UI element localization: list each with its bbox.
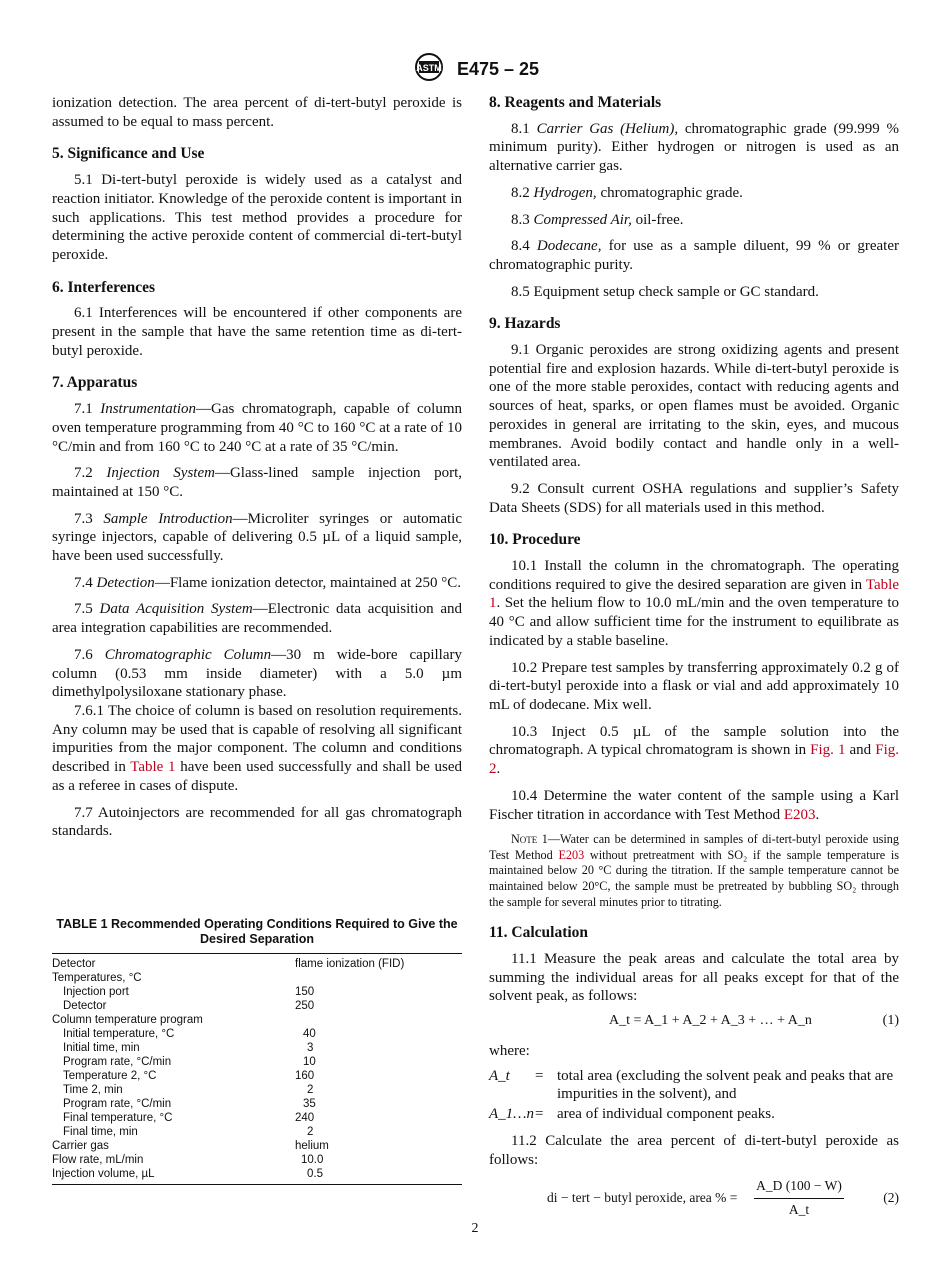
paragraph-10-3: 10.3 Inject 0.5 µL of the sample solution into the chromatograph. A typical chromatogram is shown in Fig. 1 and Fig. 2. [489, 723, 899, 778]
paragraph-10-1: 10.1 Install the column in the chromatograph. The operating conditions required to give the desired separation are given in Table 1. Set the helium flow to 10.0 mL/min and the oven temperature to 40 °C and allow sufficient time for the instrument to equilibrate as indicated by a stable baseline. [489, 558, 899, 649]
e203-note-link[interactable]: E203 [558, 847, 585, 862]
fig-2-link[interactable]: Fig. 2 [489, 742, 899, 778]
left-column [52, 94, 462, 849]
definition-item: A_1…n = area of individual component peaks. [489, 1106, 775, 1123]
page-header [0, 52, 950, 87]
definition-item: A_t = total area (excluding the solvent peak and peaks that are impurities in the solvent), and [489, 1067, 894, 1103]
right-column [489, 94, 899, 1217]
paragraph-8-5: 8.5 Equipment setup check sample or GC standard. [511, 283, 819, 300]
table-1-link[interactable]: Table 1 [130, 759, 176, 776]
equation-2 [489, 1177, 899, 1217]
paragraph-9-1: 9.1 Organic peroxides are strong oxidizing agents and present potential fire and explosion hazards. While di-tert-butyl peroxide is one of the more stable peroxides, contact with reducing agents and sources of heat, sparks, or open flames must be avoided. Organic peroxides in general are irritating to the skin, eyes, and mucous membranes. Avoid bodily contact and handle only in a well-ventilated area. [489, 342, 899, 471]
table-row: Injection port 150 [63, 986, 315, 998]
equation-2-fraction: A_D (100 − W) A_t [754, 1177, 844, 1219]
table-row: Program rate, °C/min 10 [63, 1056, 316, 1068]
table-row: Detector 250 [63, 1000, 315, 1012]
equation-2-lhs: di − tert − butyl peroxide, area % = [547, 1190, 738, 1206]
intro-paragraph: ionization detection. The area percent of di-tert-butyl peroxide is assumed to be equal to mass percent. [52, 95, 462, 130]
table-row: Temperatures, °C [52, 972, 142, 984]
table-row: Initial temperature, °C 40 [63, 1028, 316, 1040]
paragraph-8-3: 8.3 Compressed Air, oil-free. [511, 211, 684, 228]
page-number: 2 [471, 1221, 479, 1236]
section-5-heading: 5. Significance and Use [52, 145, 205, 163]
table-row: Initial time, min 3 [63, 1042, 314, 1054]
table-row: Program rate, °C/min 35 [63, 1098, 316, 1110]
paragraph-8-1: 8.1 Carrier Gas (Helium), chromatographic grade (99.999 % minimum purity). Either hydrogen or nitrogen is used as an alternative carrier gas. [489, 120, 899, 175]
section-11-heading: 11. Calculation [489, 924, 589, 942]
table-row: Detector flame ionization (FID) [52, 954, 462, 972]
table-1-title: TABLE 1 Recommended Operating Conditions Required to Give the Desired Separation [56, 917, 458, 946]
table-row: Carrier gas helium [52, 1140, 329, 1152]
table-row: Column temperature program [52, 1014, 203, 1026]
equation-1-number: (1) [882, 1012, 899, 1028]
table-1 [52, 917, 462, 1185]
fig-1-link[interactable]: Fig. 1 [810, 742, 846, 759]
paragraph-6-1: 6.1 Interferences will be encountered if other components are present in the sample that have the same retention time as di-tert-butyl peroxide. [52, 305, 462, 359]
paragraph-7-6: 7.6 Chromatographic Column—30 m wide-bore capillary column (0.53 mm inside diameter) with a 5.0 µm dimethylpolysiloxane stationary phase. [52, 646, 462, 701]
equation-2-number: (2) [883, 1190, 899, 1206]
section-10-heading: 10. Procedure [489, 531, 581, 549]
section-6-heading: 6. Interferences [52, 278, 156, 296]
table-row: Time 2, min 2 [63, 1084, 314, 1096]
table-row: Temperature 2, °C 160 [63, 1070, 315, 1082]
definitions [489, 1067, 899, 1124]
standard-designation: E475 – 25 [456, 59, 540, 79]
table-row: Injection volume, µL 0.5 [52, 1167, 462, 1185]
paragraph-8-4: 8.4 Dodecane, for use as a sample diluent, 99 % or greater chromatographic purity. [489, 238, 899, 273]
section-9-heading: 9. Hazards [489, 315, 561, 333]
equation-1 [489, 1010, 899, 1034]
paragraph-5-1: 5.1 Di-tert-butyl peroxide is widely used as a catalyst and reaction initiator. Knowledge of the peroxide content is important in such applications. This test method provides a procedure for determining the active peroxide content of commercial di-tert-butyl peroxide. [52, 172, 462, 263]
paragraph-7-1: 7.1 Instrumentation—Gas chromatograph, capable of column oven temperature programming from 40 °C to 160 °C at a rate of 10 °C/min and from 160 °C to 240 °C at a rate of 35 °C/min. [52, 401, 462, 455]
paragraph-7-2: 7.2 Injection System—Glass-lined sample injection port, maintained at 150 °C. [52, 465, 463, 500]
e203-link[interactable]: E203 [783, 806, 816, 823]
paragraph-10-2: 10.2 Prepare test samples by transferring approximately 0.2 g of di-tert-butyl peroxide into a flask or vial and add approximately 10 mL of dodecane. Mix well. [489, 659, 899, 713]
paragraph-7-4: 7.4 Detection—Flame ionization detector, maintained at 250 °C. [74, 574, 461, 591]
equation-1-body: A_t = A_1 + A_2 + A_3 + … + A_n [609, 1012, 812, 1028]
section-8-heading: 8. Reagents and Materials [489, 94, 662, 111]
paragraph-7-6-1: 7.6.1 The choice of column is based on resolution requirements. Any column may be used that is capable of resolving all significant impurities from the major component. The column and conditions described in Table 1 have been used successfully and shall be used as a referee in cases of dispute. [52, 702, 462, 794]
table-1-link[interactable]: Table 1 [489, 576, 899, 612]
paragraph-11-1: 11.1 Measure the peak areas and calculate the total area by summing the individual areas for all peaks except for that of the solvent peak, as follows: [489, 950, 899, 1005]
svg-text:ASTM: ASTM [416, 63, 442, 73]
paragraph-7-7: 7.7 Autoinjectors are recommended for all gas chromatograph standards. [52, 804, 462, 840]
paragraph-8-2: 8.2 Hydrogen, chromatographic grade. [511, 184, 743, 201]
table-row: Flow rate, mL/min 10.0 [52, 1154, 324, 1166]
note-1: Note 1—Water can be determined in samples of di-tert-butyl peroxide using Test Method E203 without pretreatment with SO₂ if the sample temperature is maintained below 20 °C during the titration. If the sample temperature cannot be maintained below 20°C, the sample must be pretreated by bubbling SO₂ through the sample for several minutes prior to titrating. [489, 832, 899, 909]
astm-logo-icon [411, 52, 447, 87]
table-row: Final temperature, °C 240 [63, 1112, 315, 1124]
table-1-grid [52, 953, 462, 1185]
paragraph-10-4: 10.4 Determine the water content of the sample using a Karl Fischer titration in accordance with Test Method E203. [489, 787, 899, 823]
paragraph-7-5: 7.5 Data Acquisition System—Electronic data acquisition and area integration capabilities are recommended. [52, 601, 462, 637]
where-label: where: [489, 1042, 530, 1059]
paragraph-11-2: 11.2 Calculate the area percent of di-tert-butyl peroxide as follows: [489, 1132, 899, 1168]
section-7-heading: 7. Apparatus [52, 374, 138, 392]
table-row: Final time, min 2 [63, 1126, 314, 1138]
paragraph-7-3: 7.3 Sample Introduction—Microliter syringes or automatic syringe injectors, capable of delivering 0.5 µL of a liquid sample, have been used successfully. [52, 510, 462, 565]
paragraph-9-2: 9.2 Consult current OSHA regulations and supplier’s Safety Data Sheets (SDS) for all materials used in this method. [489, 480, 899, 516]
